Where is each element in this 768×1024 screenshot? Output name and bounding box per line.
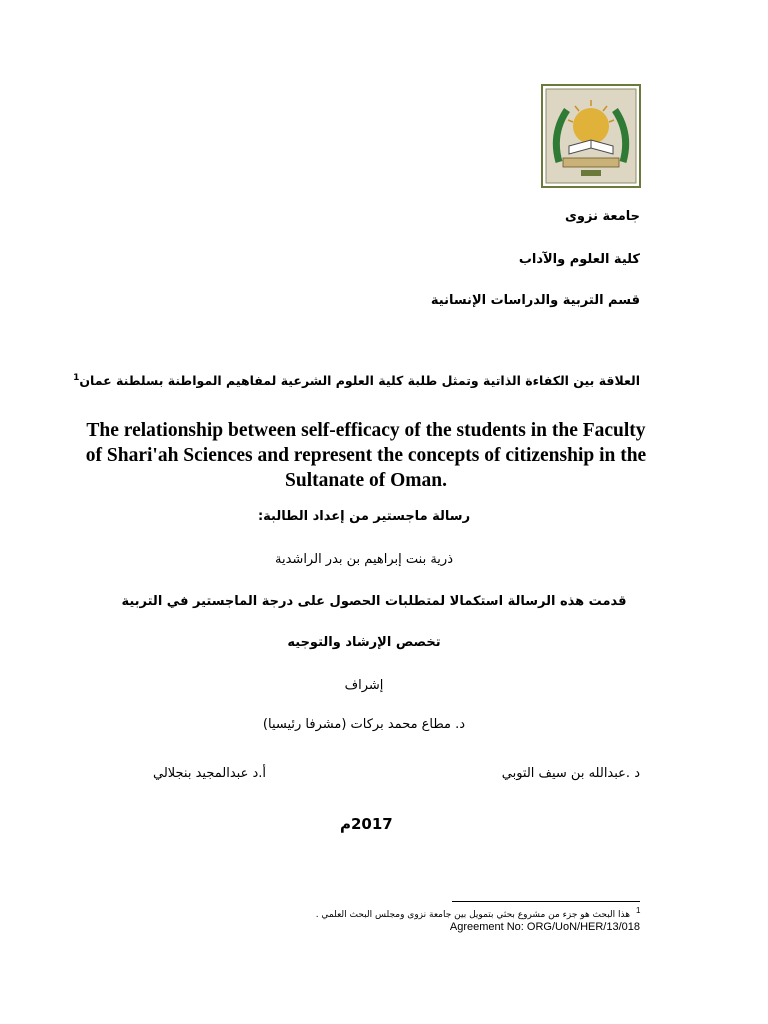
- footnote-mark: 1: [636, 906, 641, 915]
- college-name: كلية العلوم والآداب: [518, 252, 640, 267]
- thesis-label: رسالة ماجستير من إعداد الطالبة:: [257, 509, 471, 524]
- submission-statement: قدمت هذه الرسالة استكمالا لمتطلبات الحصول على درجة الماجستير في التربية: [121, 594, 627, 609]
- department-name: قسم التربية والدراسات الإنسانية: [430, 293, 640, 308]
- co-supervisor: أ.د عبدالمجيد بنجلالي: [152, 766, 266, 781]
- university-name: جامعة نزوى: [564, 209, 640, 224]
- specialization: تخصص الإرشاد والتوجيه: [287, 635, 441, 650]
- footnote-reference: 1: [73, 373, 80, 383]
- supervision-label: إشراف: [344, 678, 384, 693]
- year: 2017م: [340, 815, 393, 833]
- arabic-title-text: العلاقة بين الكفاءة الذاتية وتمثل طلبة كلية العلوم الشرعية لمفاهيم المواطنة بسلطنة عمان: [79, 373, 640, 389]
- arabic-thesis-title: [73, 373, 640, 388]
- footnote-divider: [452, 901, 640, 902]
- agreement-number: Agreement No: ORG/UoN/HER/13/018: [449, 921, 640, 933]
- co-supervisor: د .عبدالله بن سيف التوبي: [501, 766, 640, 781]
- english-thesis-title: The relationship between self-efficacy of the students in the Faculty of Shari'ah Sciences and represent the concepts of citizenship in the Sultanate of Oman.: [85, 420, 647, 491]
- footnote-text: هذا البحث هو جزء من مشروع بحثي بتمويل بين جامعة نزوى ومجلس البحث العلمي .: [315, 910, 630, 920]
- main-supervisor: د. مطاع محمد بركات (مشرفا رئيسيا): [262, 717, 466, 732]
- university-seal-icon: [541, 84, 641, 188]
- student-name: ذرية بنت إبراهيم بن بدر الراشدية: [275, 552, 453, 567]
